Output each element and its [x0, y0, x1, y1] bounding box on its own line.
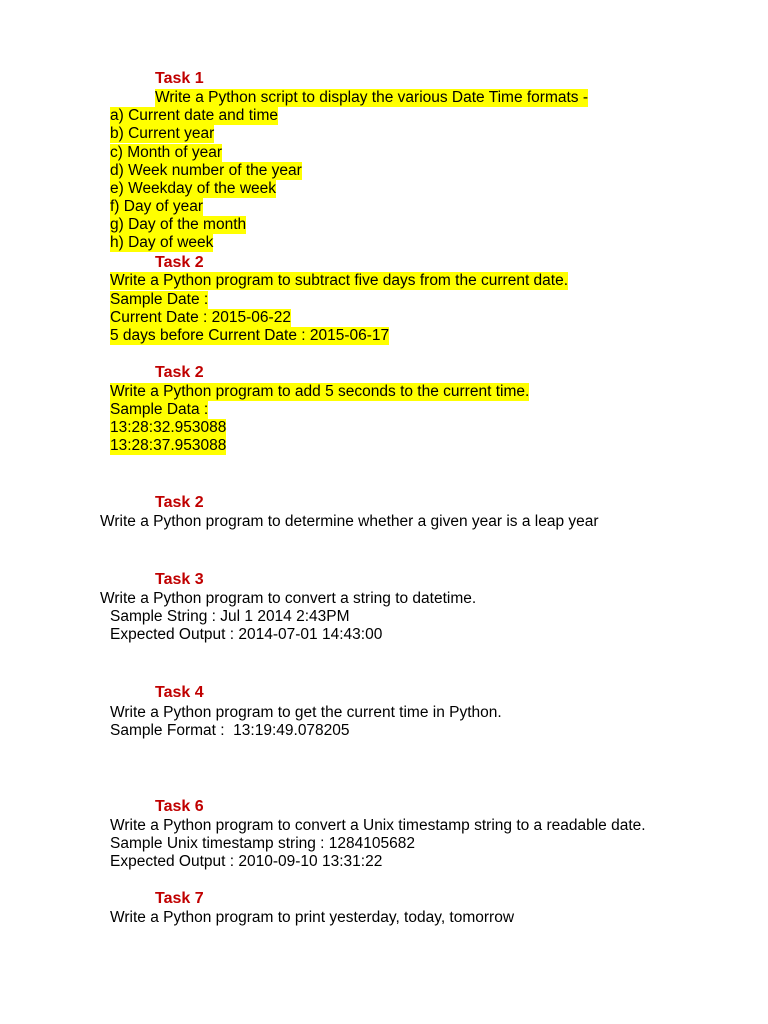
sample-line: 13:28:37.953088	[110, 437, 227, 454]
task-description: Write a Python script to display the various Date Time formats -	[155, 89, 589, 106]
sample-line: Sample Format : 13:19:49.078205	[110, 722, 350, 739]
task-description: Write a Python program to convert a Unix timestamp string to a readable date.	[110, 817, 646, 834]
sample-line: Sample Date :	[110, 291, 209, 308]
task-description: Write a Python program to add 5 seconds to the current time.	[110, 383, 530, 400]
sample-line: 13:28:32.953088	[110, 419, 227, 436]
list-item: c) Month of year	[110, 144, 222, 161]
task-description: Write a Python program to print yesterday, today, tomorrow	[110, 909, 515, 926]
list-item: e) Weekday of the week	[110, 180, 276, 197]
list-item: g) Day of the month	[110, 216, 247, 233]
list-item: f) Day of year	[110, 198, 204, 215]
sample-line: Sample Unix timestamp string : 1284105682	[110, 835, 415, 852]
task-description: Write a Python program to subtract five days from the current date.	[110, 272, 569, 289]
sample-line: Expected Output : 2010-09-10 13:31:22	[110, 853, 383, 870]
task-heading: Task 7	[155, 890, 204, 907]
sample-line: Sample Data :	[110, 401, 209, 418]
task-description: Write a Python program to convert a string to datetime.	[100, 590, 477, 607]
task-heading: Task 3	[155, 571, 204, 588]
sample-line: Expected Output : 2014-07-01 14:43:00	[110, 626, 383, 643]
sample-line: Sample String : Jul 1 2014 2:43PM	[110, 608, 350, 625]
list-item: h) Day of week	[110, 234, 214, 251]
task-heading: Task 2	[155, 254, 204, 271]
list-item: b) Current year	[110, 125, 215, 142]
task-heading: Task 1	[155, 70, 204, 87]
task-heading: Task 2	[155, 494, 204, 511]
sample-line: 5 days before Current Date : 2015-06-17	[110, 327, 390, 344]
task-heading: Task 6	[155, 798, 204, 815]
task-description: Write a Python program to get the current time in Python.	[110, 704, 502, 721]
task-heading: Task 4	[155, 684, 204, 701]
list-item: d) Week number of the year	[110, 162, 302, 179]
list-item: a) Current date and time	[110, 107, 279, 124]
sample-line: Current Date : 2015-06-22	[110, 309, 291, 326]
task-description: Write a Python program to determine whether a given year is a leap year	[100, 513, 599, 530]
task-heading: Task 2	[155, 364, 204, 381]
